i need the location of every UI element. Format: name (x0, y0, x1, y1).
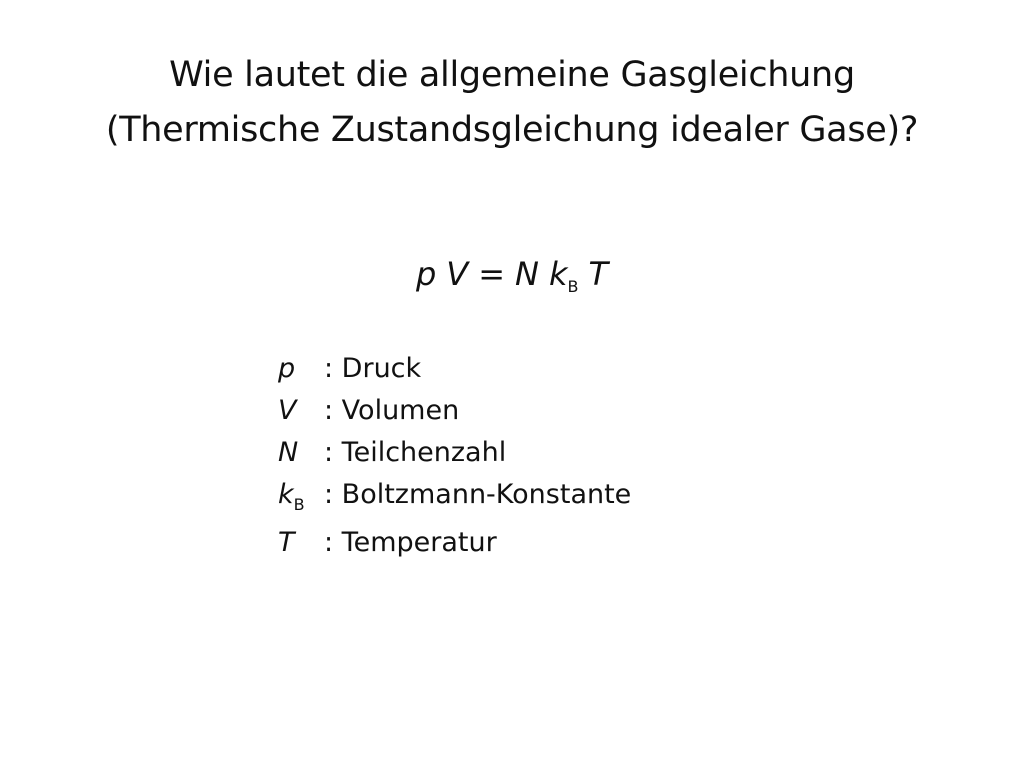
legend-description: : Druck (324, 353, 422, 384)
legend-row-temperature (278, 522, 718, 564)
legend-description: : Boltzmann-Konstante (324, 479, 632, 510)
formula-k-symbol: k (548, 255, 568, 293)
ideal-gas-equation (0, 252, 1024, 309)
legend-symbol: T (278, 527, 295, 558)
legend-subscript: B (293, 495, 305, 514)
legend-row-boltzmann (278, 474, 718, 522)
legend-symbol: p (278, 353, 296, 384)
title-line-2: (Thermische Zustandsgleichung idealer Gase)? (105, 110, 919, 150)
formula-k-subscript: B (567, 277, 579, 296)
legend-symbol: N (278, 437, 299, 468)
legend-symbol: k (278, 479, 294, 510)
legend-symbol-with-subscript (278, 474, 324, 526)
legend-row-volume (278, 390, 718, 432)
legend-description: : Temperatur (324, 527, 497, 558)
title-line-1: Wie lautet die allgemeine Gasgleichung (169, 55, 855, 95)
formula-k (549, 252, 579, 309)
slide-title (0, 48, 1024, 158)
formula-v: V (446, 255, 469, 293)
legend-symbol: V (278, 395, 297, 426)
legend-row-particle-count (278, 432, 718, 474)
formula-p: p (415, 255, 437, 293)
legend-row-pressure (278, 348, 718, 390)
legend-description: : Volumen (324, 395, 460, 426)
formula-n: N (515, 255, 539, 293)
formula-equals: = (478, 255, 505, 293)
formula-t: T (588, 255, 608, 293)
legend-description: : Teilchenzahl (324, 437, 507, 468)
symbol-legend (278, 348, 718, 564)
